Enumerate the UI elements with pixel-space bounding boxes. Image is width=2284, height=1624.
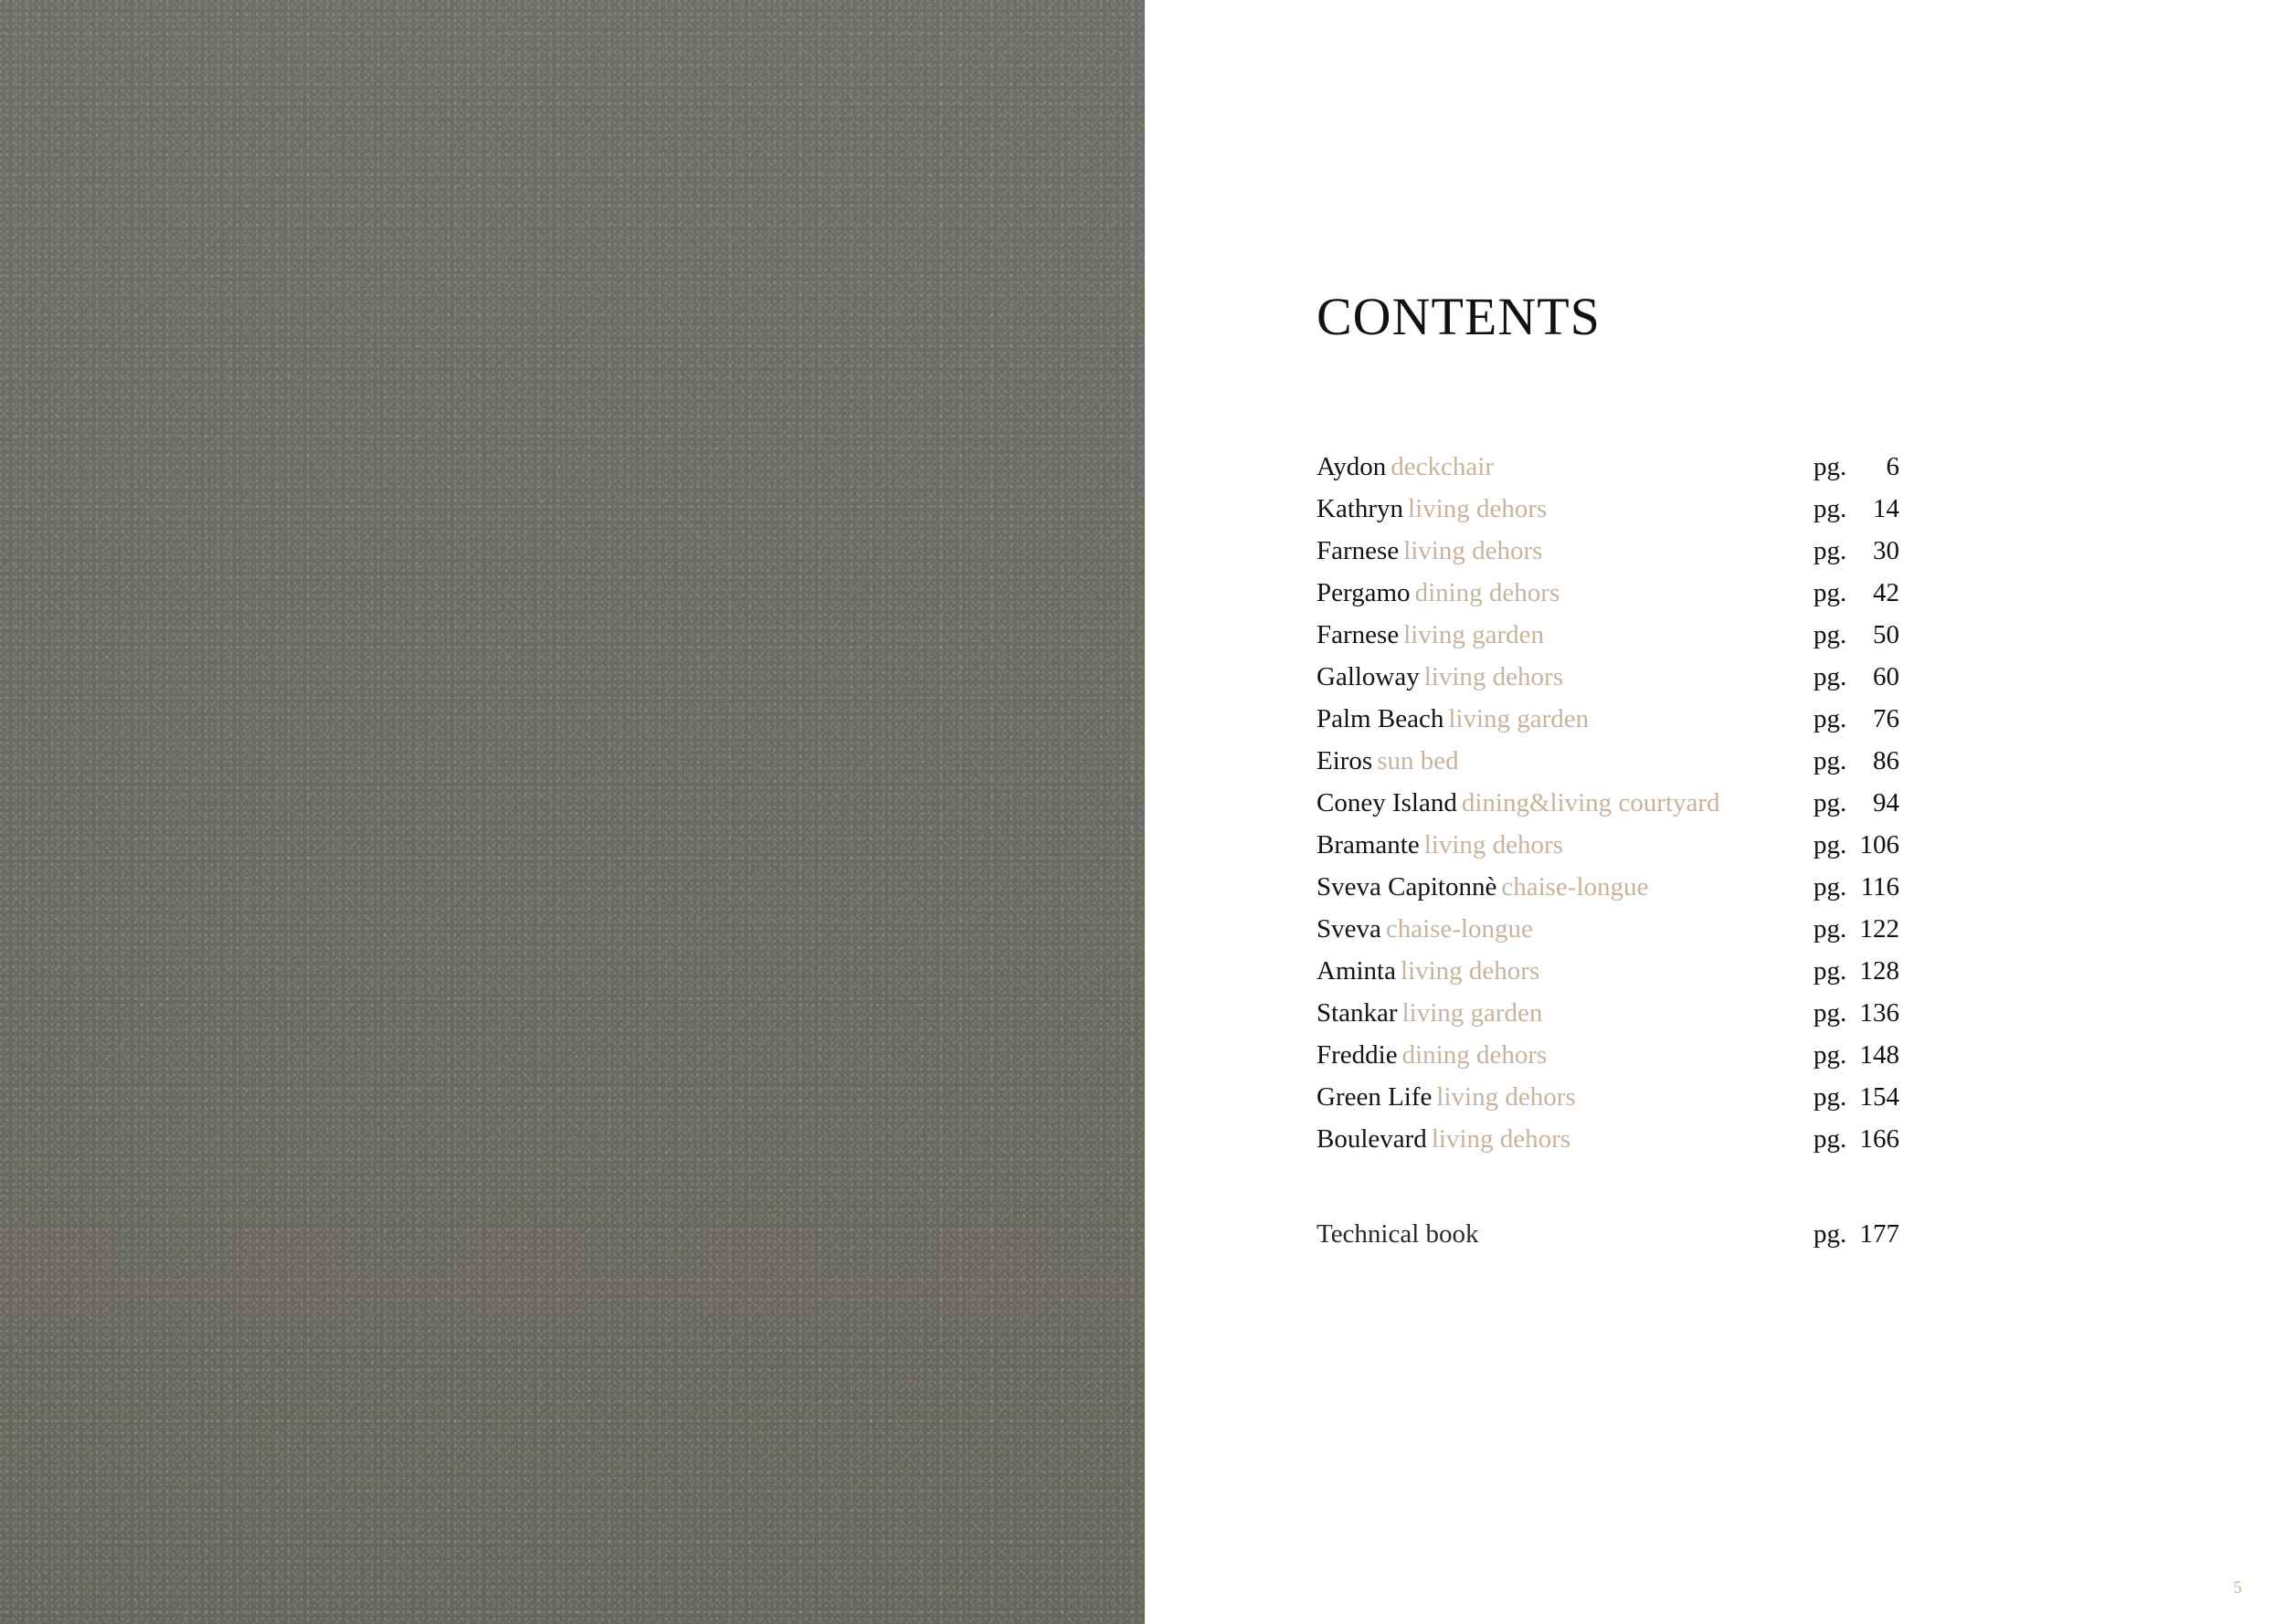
page-number: 5: [2233, 1578, 2242, 1598]
entry-name: Sveva: [1316, 914, 1381, 944]
entry-page-number: 128: [1859, 956, 1899, 986]
page-prefix: pg.: [1813, 914, 1847, 944]
page-prefix: pg.: [1813, 830, 1847, 859]
entry-name: Aminta: [1316, 956, 1396, 986]
contents-entry-bramante: [1316, 824, 1901, 866]
entry-name: Farnese: [1316, 620, 1400, 649]
contents-entry-aminta: [1316, 950, 1901, 992]
entry-page-number: 136: [1859, 998, 1899, 1028]
entry-page-number: 106: [1859, 830, 1899, 859]
entry-name: Boulevard: [1316, 1124, 1427, 1154]
contents-entry-kathryn: [1316, 488, 1901, 530]
entry-category: living dehors: [1408, 494, 1548, 523]
page-prefix: pg.: [1813, 578, 1847, 607]
entry-category: living dehors: [1423, 662, 1563, 691]
entry-name: Farnese: [1316, 536, 1400, 565]
entry-name: Kathryn: [1316, 494, 1404, 523]
entry-name: Galloway: [1316, 662, 1420, 691]
entry-name: Pergamo: [1316, 578, 1411, 607]
contents-entry-freddie: [1316, 1034, 1901, 1076]
entry-category: living dehors: [1401, 956, 1540, 986]
contents-entry-galloway: [1316, 656, 1901, 698]
page-prefix: pg.: [1813, 872, 1847, 902]
page-prefix: pg.: [1813, 1082, 1847, 1112]
contents-section: [1316, 287, 1901, 1255]
page-prefix: pg.: [1813, 494, 1847, 523]
page-prefix: pg.: [1813, 1219, 1847, 1249]
page-prefix: pg.: [1813, 1040, 1847, 1070]
technical-book-entry: [1316, 1213, 1901, 1255]
contents-entry-boulevard: [1316, 1118, 1901, 1160]
entry-category: dining dehors: [1401, 1040, 1548, 1070]
entry-page-number: 86: [1873, 746, 1899, 775]
entry-name: Aydon: [1316, 452, 1387, 481]
page-prefix: pg.: [1813, 956, 1847, 986]
entry-category: living dehors: [1423, 830, 1563, 859]
contents-entry-coney-island: [1316, 782, 1901, 824]
entry-page-number: 148: [1859, 1040, 1899, 1070]
entry-name: Eiros: [1316, 746, 1373, 775]
contents-entry-eiros: [1316, 740, 1901, 782]
entry-page-number: 154: [1859, 1082, 1899, 1112]
entry-name: Palm Beach: [1316, 704, 1444, 733]
entry-page-number: 42: [1873, 578, 1899, 607]
entry-category: living dehors: [1431, 1124, 1571, 1154]
entry-page-number: 122: [1859, 914, 1899, 944]
contents-entry-green-life: [1316, 1076, 1901, 1118]
contents-entry-sveva-capitonne: [1316, 866, 1901, 908]
entry-page-number: 14: [1873, 494, 1899, 523]
entry-name: Stankar: [1316, 998, 1398, 1028]
page-prefix: pg.: [1813, 788, 1847, 817]
entry-name: Sveva Capitonnè: [1316, 872, 1497, 902]
contents-entry-sveva: [1316, 908, 1901, 950]
entry-name: Freddie: [1316, 1040, 1398, 1070]
page-prefix: pg.: [1813, 536, 1847, 565]
contents-entry-aydon: [1316, 446, 1901, 488]
entry-name: Coney Island: [1316, 788, 1457, 817]
contents-list: [1316, 446, 1901, 1160]
page-prefix: pg.: [1813, 1124, 1847, 1154]
entry-page-number: 6: [1886, 452, 1899, 481]
technical-book-page-number: 177: [1859, 1219, 1899, 1249]
page-prefix: pg.: [1813, 746, 1847, 775]
entry-page-number: 116: [1860, 872, 1899, 902]
entry-category: chaise-longue: [1385, 914, 1533, 944]
entry-category: living dehors: [1436, 1082, 1576, 1112]
entry-page-number: 76: [1873, 704, 1899, 733]
entry-page-number: 94: [1873, 788, 1899, 817]
entry-page-number: 50: [1873, 620, 1899, 649]
entry-category: living dehors: [1403, 536, 1543, 565]
entry-name: Green Life: [1316, 1082, 1433, 1112]
entry-category: living garden: [1401, 998, 1543, 1028]
contents-entry-pergamo: [1316, 572, 1901, 614]
page-prefix: pg.: [1813, 998, 1847, 1028]
entry-category: deckchair: [1390, 452, 1494, 481]
technical-book-label: Technical book: [1316, 1219, 1479, 1249]
contents-title: CONTENTS: [1316, 287, 1601, 346]
contents-entry-farnese-living-dehors: [1316, 530, 1901, 572]
entry-name: Bramante: [1316, 830, 1420, 859]
entry-category: living garden: [1403, 620, 1545, 649]
page-prefix: pg.: [1813, 452, 1847, 481]
entry-category: sun bed: [1377, 746, 1459, 775]
page-prefix: pg.: [1813, 662, 1847, 691]
contents-entry-stankar: [1316, 992, 1901, 1034]
entry-page-number: 60: [1873, 662, 1899, 691]
entry-category: dining&living courtyard: [1461, 788, 1720, 817]
page-prefix: pg.: [1813, 704, 1847, 733]
contents-entry-farnese-living-garden: [1316, 614, 1901, 656]
contents-entry-palm-beach: [1316, 698, 1901, 740]
entry-page-number: 30: [1873, 536, 1899, 565]
entry-page-number: 166: [1859, 1124, 1899, 1154]
entry-category: living garden: [1448, 704, 1590, 733]
entry-category: dining dehors: [1414, 578, 1560, 607]
entry-category: chaise-longue: [1501, 872, 1649, 902]
page-prefix: pg.: [1813, 620, 1847, 649]
